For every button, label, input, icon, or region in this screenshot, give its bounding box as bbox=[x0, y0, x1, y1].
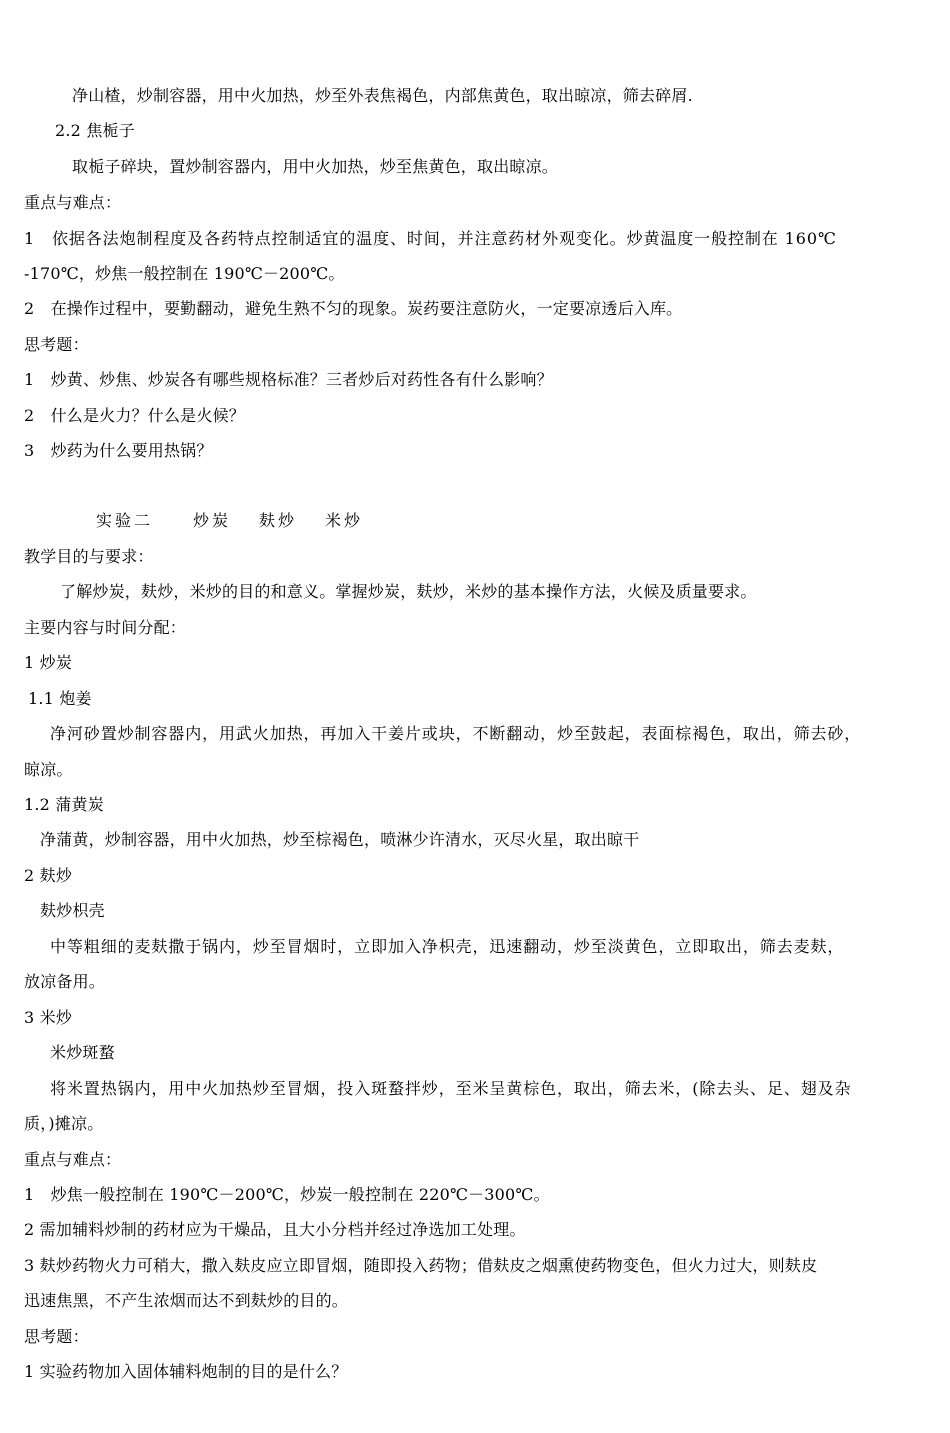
paragraph-line: 净山楂，炒制容器，用中火加热，炒至外表焦褐色，内部焦黄色，取出晾凉，筛去碎屑. bbox=[72, 86, 693, 105]
experiment-title bbox=[96, 511, 363, 531]
list-item: 1 实验药物加入固体辅料炮制的目的是什么？ bbox=[24, 1362, 348, 1381]
section-heading: 1.2 蒲黄炭 bbox=[24, 795, 104, 814]
list-item: 1 炒黄、炒焦、炒炭各有哪些规格标准？三者炒后对药性各有什么影响？ bbox=[24, 370, 553, 389]
experiment-topic: 炒炭 bbox=[193, 511, 232, 530]
paragraph-line: 净河砂置炒制容器内，用武火加热，再加入干姜片或块，不断翻动，炒至鼓起，表面棕褐色，取出，筛去砂， bbox=[50, 724, 862, 743]
paragraph-line: 放凉备用。 bbox=[24, 972, 106, 991]
list-item: 迅速焦黑，不产生浓烟而达不到麸炒的目的。 bbox=[24, 1291, 349, 1310]
list-item: 3 炒药为什么要用热锅？ bbox=[24, 441, 213, 460]
paragraph-line: 了解炒炭，麸炒，米炒的目的和意义。掌握炒炭，麸炒，米炒的基本操作方法，火候及质量要求。 bbox=[60, 582, 757, 601]
section-heading: 教学目的与要求： bbox=[24, 547, 154, 566]
paragraph-line: 1 依据各法炮制程度及各药特点控制适宜的温度、时间，并注意药材外观变化。炒黄温度一般控制在 160℃ bbox=[24, 229, 837, 248]
paragraph-line: 将米置热锅内，用中火加热炒至冒烟，投入斑蝥拌炒，至米呈黄棕色，取出，筛去米，(除去头、足、翅及杂 bbox=[50, 1079, 852, 1098]
section-heading: 思考题： bbox=[24, 335, 89, 354]
section-heading: 1 炒炭 bbox=[24, 653, 73, 672]
paragraph-line: 净蒲黄，炒制容器，用中火加热，炒至棕褐色，喷淋少许清水，灭尽火星，取出晾干 bbox=[40, 830, 640, 849]
experiment-topic: 麸炒 bbox=[259, 511, 298, 530]
list-item: 2 需加辅料炒制的药材应为干燥品，且大小分档并经过净选加工处理。 bbox=[24, 1220, 526, 1239]
section-heading: 2 麸炒 bbox=[24, 866, 73, 885]
section-heading: 1.1 炮姜 bbox=[28, 689, 92, 708]
section-heading: 2.2 焦栀子 bbox=[55, 121, 135, 140]
section-heading: 重点与难点： bbox=[24, 193, 122, 212]
experiment-number: 实验二 bbox=[96, 511, 154, 530]
paragraph-line: 2 在操作过程中，要勤翻动，避免生熟不匀的现象。炭药要注意防火，一定要凉透后入库。 bbox=[24, 299, 683, 318]
section-heading: 米炒斑蝥 bbox=[50, 1043, 115, 1062]
paragraph-line: 质，)摊凉。 bbox=[24, 1114, 104, 1133]
paragraph-line: 晾凉。 bbox=[24, 760, 73, 779]
list-item: 2 什么是火力？什么是火候？ bbox=[24, 406, 245, 425]
section-heading: 思考题： bbox=[24, 1327, 89, 1346]
section-heading: 主要内容与时间分配： bbox=[24, 618, 187, 637]
section-heading: 重点与难点： bbox=[24, 1150, 122, 1169]
paragraph-line: -170℃，炒焦一般控制在 190℃－200℃。 bbox=[24, 264, 345, 283]
section-heading: 3 米炒 bbox=[24, 1008, 73, 1027]
list-item: 3 麸炒药物火力可稍大，撒入麸皮应立即冒烟，随即投入药物；借麸皮之烟熏使药物变色，但火力过大，则麸皮 bbox=[24, 1256, 818, 1275]
experiment-topic: 米炒 bbox=[325, 511, 364, 530]
list-item: 1 炒焦一般控制在 190℃－200℃，炒炭一般控制在 220℃－300℃。 bbox=[24, 1185, 550, 1204]
section-heading: 麸炒枳壳 bbox=[40, 901, 105, 920]
paragraph-line: 中等粗细的麦麸撒于锅内，炒至冒烟时，立即加入净枳壳，迅速翻动，炒至淡黄色，立即取出，筛去麦麸， bbox=[50, 937, 845, 956]
paragraph-line: 取栀子碎块，置炒制容器内，用中火加热，炒至焦黄色，取出晾凉。 bbox=[72, 157, 559, 176]
